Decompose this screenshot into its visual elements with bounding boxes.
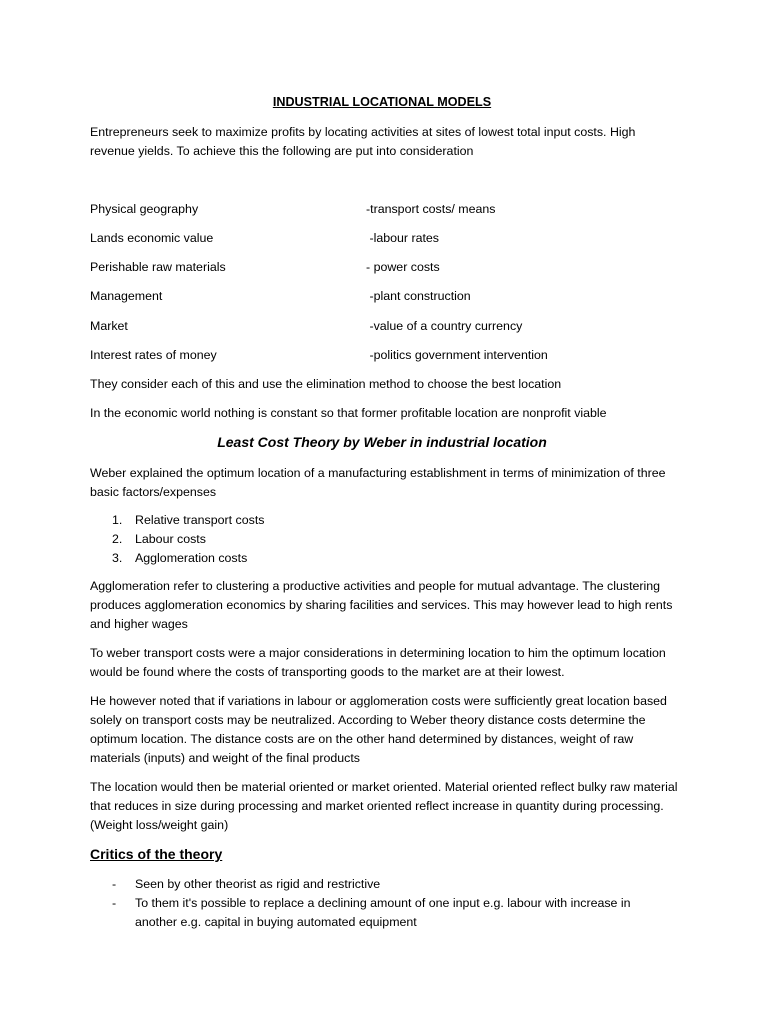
intro-paragraph: Entrepreneurs seek to maximize profits by locating activities at sites of lowest total input costs. High revenue yields. To achieve this the following are put into consideration bbox=[90, 125, 636, 158]
factor-right: - power costs bbox=[366, 260, 440, 274]
agglomeration-paragraph: Agglomeration refer to clustering a productive activities and people for mutual advantage. The clustering produces agglomeration economics by sharing facilities and services. This may however lead to high rents and higher wages bbox=[90, 579, 673, 631]
consider-paragraph: They consider each of this and use the elimination method to choose the best location bbox=[90, 377, 562, 391]
list-text: Agglomeration costs bbox=[135, 551, 248, 565]
factor-row bbox=[90, 258, 690, 277]
economic-paragraph: In the economic world nothing is constant so that former profitable location are nonprofit viable bbox=[90, 406, 607, 420]
factor-right: -transport costs/ means bbox=[366, 202, 496, 216]
bullet-mark: - bbox=[112, 896, 117, 910]
factor-left: Lands economic value bbox=[90, 231, 214, 245]
transport-paragraph: To weber transport costs were a major considerations in determining location to him the optimum location would be found where the costs of transporting goods to the market are at their lowest. bbox=[90, 646, 666, 679]
factor-row bbox=[90, 200, 690, 219]
list-text: Labour costs bbox=[135, 532, 206, 546]
factor-right: -plant construction bbox=[366, 289, 471, 303]
list-number: 3. bbox=[112, 551, 123, 565]
list-text: Relative transport costs bbox=[135, 513, 265, 527]
factor-left: Interest rates of money bbox=[90, 348, 217, 362]
bullet-mark: - bbox=[112, 877, 117, 891]
bullet-text: Seen by other theorist as rigid and restrictive bbox=[135, 877, 381, 891]
factor-left: Physical geography bbox=[90, 202, 199, 216]
factor-right: -value of a country currency bbox=[366, 319, 523, 333]
list-number: 1. bbox=[112, 513, 123, 527]
factor-row bbox=[90, 229, 690, 248]
factor-row bbox=[90, 317, 690, 336]
factor-row bbox=[90, 346, 690, 365]
weber-intro-paragraph: Weber explained the optimum location of a manufacturing establishment in terms of minimization of three basic factors/expenses bbox=[90, 466, 666, 499]
factor-left: Management bbox=[90, 289, 163, 303]
bullet-item bbox=[90, 875, 690, 894]
factor-right: -labour rates bbox=[366, 231, 440, 245]
section-subtitle: Least Cost Theory by Weber in industrial location bbox=[217, 434, 547, 450]
variations-paragraph: He however noted that if variations in labour or agglomeration costs were sufficiently great location based solely on transport costs may be neutralized. According to Weber theory distance costs determine the optimum location. The distance costs are on the other hand determined by distances, weight of raw materials (inputs) and weight of the final products bbox=[90, 694, 667, 765]
critics-heading: Critics of the theory bbox=[90, 846, 223, 862]
factor-left: Market bbox=[90, 319, 128, 333]
factor-right: -politics government intervention bbox=[366, 348, 548, 362]
document-title: INDUSTRIAL LOCATIONAL MODELS bbox=[272, 95, 492, 109]
list-item bbox=[90, 530, 690, 549]
list-item bbox=[90, 549, 690, 568]
list-number: 2. bbox=[112, 532, 123, 546]
bullet-text: To them it's possible to replace a declining amount of one input e.g. labour with increase in another e.g. capital in buying automated equipment bbox=[135, 896, 631, 929]
factor-row bbox=[90, 287, 690, 306]
orientation-paragraph: The location would then be material oriented or market oriented. Material oriented reflect bulky raw material that reduces in size during processing and market oriented reflect increase in quantity during processing. (Weight loss/weight gain) bbox=[90, 780, 678, 832]
list-item bbox=[90, 511, 690, 530]
bullet-item bbox=[90, 894, 690, 932]
factor-left: Perishable raw materials bbox=[90, 260, 226, 274]
